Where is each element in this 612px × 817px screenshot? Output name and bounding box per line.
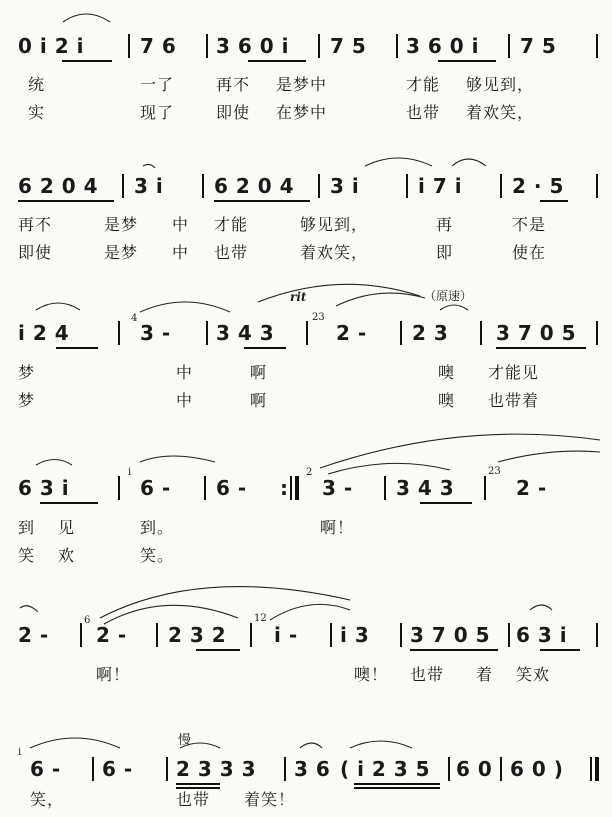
lyric: 再 — [436, 215, 454, 234]
barline — [396, 34, 398, 58]
lyric: 笑。 — [140, 546, 175, 565]
measure: 3 7 0 5 — [496, 321, 577, 345]
measure: 6 2 0 4 — [18, 174, 99, 198]
barline — [590, 757, 592, 781]
lyric: 才能见 — [488, 363, 540, 382]
barline — [166, 757, 168, 781]
lyric: 着欢笑， — [466, 103, 535, 122]
slur — [328, 463, 450, 474]
measure: i 7 i — [418, 174, 463, 198]
barline — [500, 757, 502, 781]
lyric: 中 — [172, 215, 190, 234]
slur — [36, 460, 72, 466]
lyric: 也带 — [214, 243, 249, 262]
slur — [320, 434, 600, 468]
lyric: 即使 — [18, 243, 53, 262]
measure: 6 - — [102, 757, 133, 781]
notation-row — [0, 320, 612, 346]
grace-note: i — [18, 747, 22, 758]
measure: 3 4 3 — [216, 321, 275, 345]
barline — [448, 757, 450, 781]
barline — [318, 34, 320, 58]
lyric-line — [0, 663, 612, 687]
barline — [406, 174, 408, 198]
lyric: 使在 — [512, 243, 547, 262]
tempo-marking-rit: rit — [290, 290, 307, 304]
measure: 3 6 0 i — [406, 34, 479, 58]
barline — [508, 623, 510, 647]
lyric: 梦 — [18, 363, 36, 382]
lyric: 噢！ — [354, 665, 389, 684]
underline — [420, 502, 472, 504]
slur — [63, 14, 110, 22]
underline — [244, 347, 286, 349]
slur — [336, 293, 425, 306]
lyric: 笑， — [30, 790, 65, 809]
notation-row — [0, 475, 612, 501]
measure: 2 - — [18, 623, 49, 647]
lyric: 才能 — [214, 215, 249, 234]
measure: 2 3 — [412, 321, 449, 345]
lyric: 够见到， — [300, 215, 369, 234]
slur — [258, 284, 420, 302]
barline — [128, 34, 130, 58]
lyric: 中 — [176, 391, 194, 410]
lyric-line — [0, 73, 612, 97]
slur — [498, 451, 600, 462]
lyric: 到。 — [140, 518, 175, 537]
notation-row — [0, 756, 612, 782]
lyric: 啊！ — [96, 665, 131, 684]
barline — [122, 174, 124, 198]
lyric: 着笑！ — [244, 790, 296, 809]
barline — [118, 321, 120, 345]
lyric: 啊！ — [320, 518, 355, 537]
underline — [540, 200, 568, 202]
measure: i - — [274, 623, 298, 647]
slur — [140, 302, 230, 312]
repeat-barline — [295, 476, 299, 500]
underline — [56, 347, 98, 349]
lyric: 也带 — [176, 790, 211, 809]
measure: 0 i 2 i — [18, 34, 84, 58]
measure: 3 7 0 5 — [410, 623, 491, 647]
lyric: 中 — [172, 243, 190, 262]
grace-note: 23 — [312, 312, 325, 323]
barline — [306, 321, 308, 345]
measure: 3 - — [322, 476, 353, 500]
grace-note: 4 — [131, 313, 138, 324]
measure: 3 i — [330, 174, 360, 198]
underline — [540, 649, 580, 651]
lyric: 啊 — [250, 391, 268, 410]
barline — [500, 174, 502, 198]
lyric: 到 — [18, 518, 36, 537]
barline — [400, 321, 402, 345]
grace-note: 6 — [84, 615, 91, 626]
measure: 6 0 — [456, 757, 493, 781]
barline — [596, 34, 598, 58]
lyric: 笑欢 — [516, 665, 551, 684]
lyric-line — [0, 788, 612, 812]
underline — [18, 200, 114, 202]
underline — [496, 347, 586, 349]
measure: 6 3 i — [516, 623, 568, 647]
lyric: 够见到， — [466, 75, 535, 94]
lyric: 再不 — [216, 75, 251, 94]
barline — [118, 476, 120, 500]
underline — [410, 649, 498, 651]
tempo-marking-slow: 慢 — [178, 733, 192, 748]
lyric: 再不 — [18, 215, 53, 234]
measure: 6 2 0 4 — [214, 174, 295, 198]
slur — [30, 738, 120, 748]
measure: 6 - — [140, 476, 171, 500]
barline — [92, 757, 94, 781]
underline — [176, 783, 220, 785]
measure: 2 - — [336, 321, 367, 345]
slur — [300, 743, 322, 748]
measure: 2 - — [516, 476, 547, 500]
notation-row — [0, 33, 612, 59]
lyric: 是梦 — [104, 243, 139, 262]
lyric: 是梦 — [104, 215, 139, 234]
measure: 6 3 i — [18, 476, 70, 500]
slur — [20, 606, 38, 612]
underline — [438, 60, 496, 62]
slur — [440, 305, 468, 310]
barline — [284, 757, 286, 781]
lyric-line — [0, 241, 612, 265]
measure: 7 5 — [330, 34, 367, 58]
notation-row — [0, 173, 612, 199]
grace-note: i — [128, 467, 132, 478]
measure: 2 3 3 3 — [176, 757, 257, 781]
measure: i 2 4 — [18, 321, 70, 345]
barline — [206, 34, 208, 58]
measure: 3 6 0 i — [216, 34, 289, 58]
lyric: 也带 — [410, 665, 445, 684]
lyric: 也带着 — [488, 391, 540, 410]
measure: 6 - — [30, 757, 61, 781]
measure: 2 - — [96, 623, 127, 647]
barline — [384, 476, 386, 500]
measure: 7 6 — [140, 34, 177, 58]
measure: 6 - — [216, 476, 247, 500]
grace-note: 2 — [306, 467, 313, 478]
lyric: 见 — [58, 518, 76, 537]
lyric: 梦 — [18, 391, 36, 410]
slur — [143, 164, 155, 168]
lyric: 即使 — [216, 103, 251, 122]
barline — [596, 623, 598, 647]
lyric: 噢 — [438, 391, 456, 410]
slur — [452, 159, 486, 166]
repeat-dots: : — [280, 476, 289, 500]
lyric-line — [0, 389, 612, 413]
notation-row — [0, 622, 612, 648]
slur — [100, 587, 350, 618]
underline — [40, 502, 98, 504]
lyric: 是梦中 — [276, 75, 328, 94]
lyric-line — [0, 101, 612, 125]
lyric: 也带 — [406, 103, 441, 122]
measure: 3 i — [134, 174, 164, 198]
lyric: 实 — [28, 103, 46, 122]
barline — [330, 623, 332, 647]
measure: i 3 — [340, 623, 370, 647]
lyric: 中 — [176, 363, 194, 382]
measure: 6 0 ) — [510, 757, 564, 781]
underline — [62, 60, 112, 62]
grace-note: 23 — [488, 466, 501, 477]
slur — [140, 456, 215, 462]
barline — [596, 321, 598, 345]
measure: 2 · 5 — [512, 174, 564, 198]
slur — [530, 605, 552, 610]
lyric: 着欢笑， — [300, 243, 369, 262]
barline — [596, 174, 598, 198]
lyric: 才能 — [406, 75, 441, 94]
lyric: 着 — [476, 665, 494, 684]
barline — [400, 623, 402, 647]
underline — [214, 200, 310, 202]
barline — [202, 174, 204, 198]
lyric: 在梦中 — [276, 103, 328, 122]
lyric-line — [0, 516, 612, 540]
slur — [350, 741, 412, 748]
lyric: 噢 — [438, 363, 456, 382]
lyric-line — [0, 213, 612, 237]
lyric: 一了 — [140, 75, 175, 94]
measure: 2 3 2 — [168, 623, 227, 647]
lyric-line — [0, 361, 612, 385]
slur — [36, 303, 80, 310]
grace-note: 12 — [254, 613, 267, 624]
underline — [248, 60, 306, 62]
barline — [484, 476, 486, 500]
barline — [508, 34, 510, 58]
final-barline — [595, 757, 599, 781]
barline — [204, 476, 206, 500]
lyric: 不是 — [512, 215, 547, 234]
lyric-line — [0, 544, 612, 568]
barline — [156, 623, 158, 647]
underline — [196, 649, 240, 651]
measure: 3 6 — [294, 757, 331, 781]
lyric: 即 — [436, 243, 454, 262]
measure: 3 - — [140, 321, 171, 345]
lyric: 现了 — [140, 103, 175, 122]
barline — [206, 321, 208, 345]
barline — [318, 174, 320, 198]
barline — [290, 476, 292, 500]
lyric: 统 — [28, 75, 46, 94]
lyric: 啊 — [250, 363, 268, 382]
barline — [250, 623, 252, 647]
lyric: 欢 — [58, 546, 76, 565]
tempo-marking-original: （原速） — [424, 289, 473, 303]
measure: 3 4 3 — [396, 476, 455, 500]
barline — [80, 623, 82, 647]
slur — [365, 158, 432, 166]
measure: 7 5 — [520, 34, 557, 58]
slur — [270, 604, 350, 620]
measure: ( i 2 3 5 — [340, 757, 431, 781]
barline — [480, 321, 482, 345]
underline — [354, 783, 440, 785]
lyric: 笑 — [18, 546, 36, 565]
